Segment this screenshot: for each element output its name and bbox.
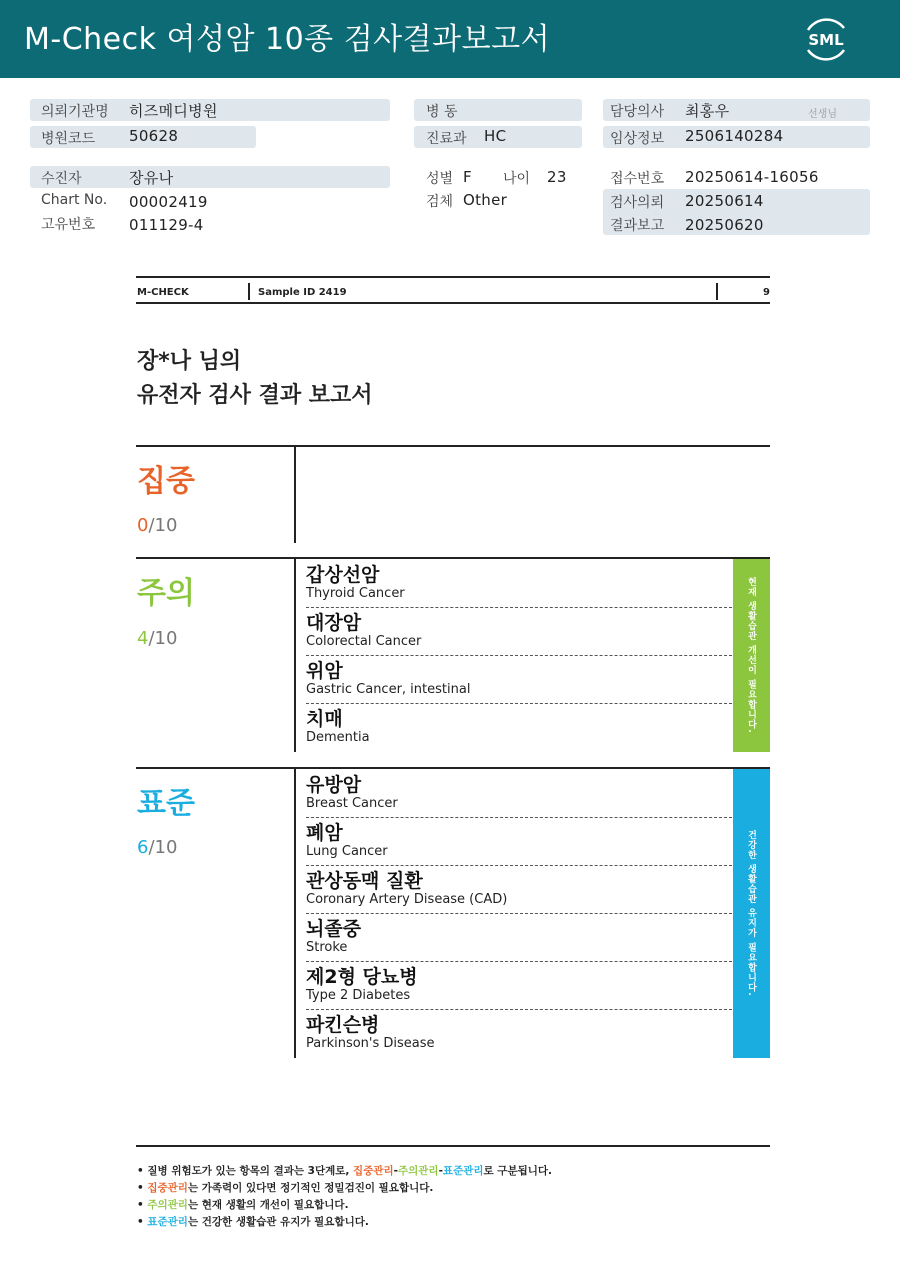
footnote-3 — [137, 1197, 349, 1212]
standard-item-ko: 제2형 당뇨병 — [306, 966, 418, 988]
item-separator — [306, 703, 732, 704]
bullet: • — [137, 1182, 144, 1194]
caution-item-ko: 위암 — [306, 660, 343, 682]
report-value: 20250620 — [685, 216, 764, 234]
footnote-1-pre: 질병 위험도가 있는 항목의 결과는 3단계로, — [147, 1165, 354, 1177]
item-separator — [306, 655, 732, 656]
footnote-2 — [137, 1180, 433, 1195]
doctor-value: 최홍우 — [685, 102, 730, 120]
standard-item-ko: 파킨슨병 — [306, 1014, 380, 1036]
footnote-1-post: 로 구분됩니다. — [483, 1165, 553, 1177]
specimen-value: Other — [463, 191, 508, 209]
caution-score — [137, 628, 177, 649]
request-label: 검사의뢰 — [610, 195, 665, 211]
institution-value: 히즈메디병원 — [129, 102, 218, 120]
footnote-4-blue: 표준관리 — [147, 1216, 188, 1228]
standard-label: 표준 — [137, 786, 195, 821]
item-separator — [306, 865, 732, 866]
standard-item-en: Breast Cancer — [306, 796, 398, 811]
caution-top-rule — [136, 557, 770, 559]
standard-item-en: Lung Cancer — [306, 844, 388, 859]
department-value: HC — [484, 127, 507, 145]
clinical-value: 2506140284 — [685, 127, 784, 145]
request-value: 20250614 — [685, 192, 764, 210]
recipient-value: 장유나 — [129, 169, 174, 187]
recipient-bar — [30, 166, 390, 188]
caution-score-value: 4 — [137, 628, 149, 649]
recipient-label: 수진자 — [41, 171, 82, 187]
footnote-1-green: 주의관리 — [397, 1165, 439, 1177]
specimen-label: 검체 — [426, 194, 454, 210]
institution-label: 의뢰기관명 — [41, 104, 109, 120]
intensive-label: 집중 — [137, 464, 195, 499]
report-header-title: M-Check 여성암 10종 검사결과보고서 — [24, 22, 551, 57]
caution-item-en: Gastric Cancer, intestinal — [306, 682, 471, 697]
ward-label: 병 동 — [426, 104, 458, 120]
standard-item-ko: 관상동맥 질환 — [306, 870, 423, 892]
caution-item-ko: 대장암 — [306, 612, 362, 634]
page-number: 9 — [763, 287, 770, 298]
doctor-suffix: 선생님 — [808, 109, 837, 120]
standard-top-rule — [136, 767, 770, 769]
footnote-1-dash1: - — [393, 1165, 398, 1177]
item-separator — [306, 961, 732, 962]
intensive-score-value: 0 — [137, 515, 149, 536]
item-separator — [306, 607, 732, 608]
doc-header-divider-right — [716, 283, 718, 300]
sample-id: Sample ID 2419 — [258, 287, 347, 298]
hospital-code-value: 50628 — [129, 127, 179, 145]
caution-divider — [294, 559, 296, 752]
clinical-label: 임상정보 — [610, 131, 665, 147]
caution-band-text: 현재 생활습관 개선이 필요합니다. — [746, 577, 756, 734]
standard-item-ko: 폐암 — [306, 822, 343, 844]
doc-header-bottom-rule — [136, 302, 770, 304]
standard-item-en: Type 2 Diabetes — [306, 988, 411, 1003]
standard-item — [306, 870, 732, 908]
standard-item-en: Parkinson's Disease — [306, 1036, 435, 1051]
footnote-1-red: 집중관리 — [353, 1165, 394, 1177]
footnote-2-post: 는 가족력이 있다면 정기적인 정밀검진이 필요합니다. — [187, 1182, 434, 1194]
item-separator — [306, 913, 732, 914]
chart-label: Chart No. — [41, 192, 108, 208]
footnote-1-dash2: - — [438, 1165, 443, 1177]
caution-label: 주의 — [137, 576, 195, 611]
standard-item — [306, 822, 732, 860]
receipt-label: 접수번호 — [610, 171, 665, 187]
report-title-line1: 장*나 님의 — [137, 349, 242, 374]
standard-item-ko: 유방암 — [306, 774, 362, 796]
hospital-code-label: 병원코드 — [41, 131, 96, 147]
unique-value: 011129-4 — [129, 216, 204, 234]
standard-item-en: Stroke — [306, 940, 348, 955]
sml-logo-icon — [800, 14, 852, 64]
footnote-4 — [137, 1214, 369, 1229]
footnote-3-green: 주의관리 — [147, 1199, 188, 1211]
caution-item — [306, 564, 732, 602]
standard-score-total: /10 — [148, 837, 178, 858]
report-title-line2: 유전자 검사 결과 보고서 — [137, 383, 373, 408]
intensive-divider — [294, 447, 296, 543]
report-label: 결과보고 — [610, 218, 665, 234]
standard-item-ko: 뇌졸중 — [306, 918, 362, 940]
doc-header-divider — [248, 283, 250, 300]
doc-brand: M-CHECK — [137, 287, 189, 298]
doc-top-rule — [136, 276, 770, 278]
footnote-2-red: 집중관리 — [147, 1182, 188, 1194]
age-value: 23 — [547, 168, 567, 186]
standard-divider — [294, 769, 296, 1058]
item-separator — [306, 817, 732, 818]
caution-score-total: /10 — [148, 628, 178, 649]
caution-item-en: Colorectal Cancer — [306, 634, 422, 649]
standard-side-band — [733, 769, 770, 1058]
standard-score — [137, 837, 177, 858]
caution-item-en: Thyroid Cancer — [306, 586, 405, 601]
report-header — [0, 0, 900, 78]
receipt-value: 20250614-16056 — [685, 168, 819, 186]
standard-band-text: 건강한 생활습관 유지가 필요합니다. — [746, 830, 756, 997]
caution-item-en: Dementia — [306, 730, 370, 745]
bullet: • — [137, 1165, 144, 1177]
age-label: 나이 — [503, 171, 531, 187]
item-separator — [306, 1009, 732, 1010]
standard-item-en: Coronary Artery Disease (CAD) — [306, 892, 508, 907]
intensive-top-rule — [136, 445, 770, 447]
chart-value: 00002419 — [129, 193, 208, 211]
footnote-4-post: 는 건강한 생활습관 유지가 필요합니다. — [187, 1216, 369, 1228]
standard-item — [306, 774, 732, 812]
footnote-3-post: 는 현재 생활의 개선이 필요합니다. — [187, 1199, 349, 1211]
standard-score-value: 6 — [137, 837, 149, 858]
caution-item — [306, 612, 732, 650]
caution-side-band — [733, 559, 770, 752]
footer-rule — [136, 1145, 770, 1147]
caution-item — [306, 660, 732, 698]
intensive-score-total: /10 — [148, 515, 178, 536]
bullet: • — [137, 1216, 144, 1228]
unique-label: 고유번호 — [41, 217, 96, 233]
footnote-1-blue: 표준관리 — [442, 1165, 484, 1177]
bullet: • — [137, 1199, 144, 1211]
intensive-score — [137, 515, 177, 536]
caution-item-ko: 치매 — [306, 708, 343, 730]
standard-item — [306, 918, 732, 956]
footnote-1 — [137, 1163, 552, 1178]
doctor-label: 담당의사 — [610, 104, 665, 120]
standard-item — [306, 1014, 732, 1052]
caution-item-ko: 갑상선암 — [306, 564, 380, 586]
standard-item — [306, 966, 732, 1004]
sex-value: F — [463, 168, 472, 186]
caution-item — [306, 708, 732, 746]
department-label: 진료과 — [426, 131, 467, 147]
svg-text:SML: SML — [808, 31, 844, 49]
sex-label: 성별 — [426, 171, 454, 187]
